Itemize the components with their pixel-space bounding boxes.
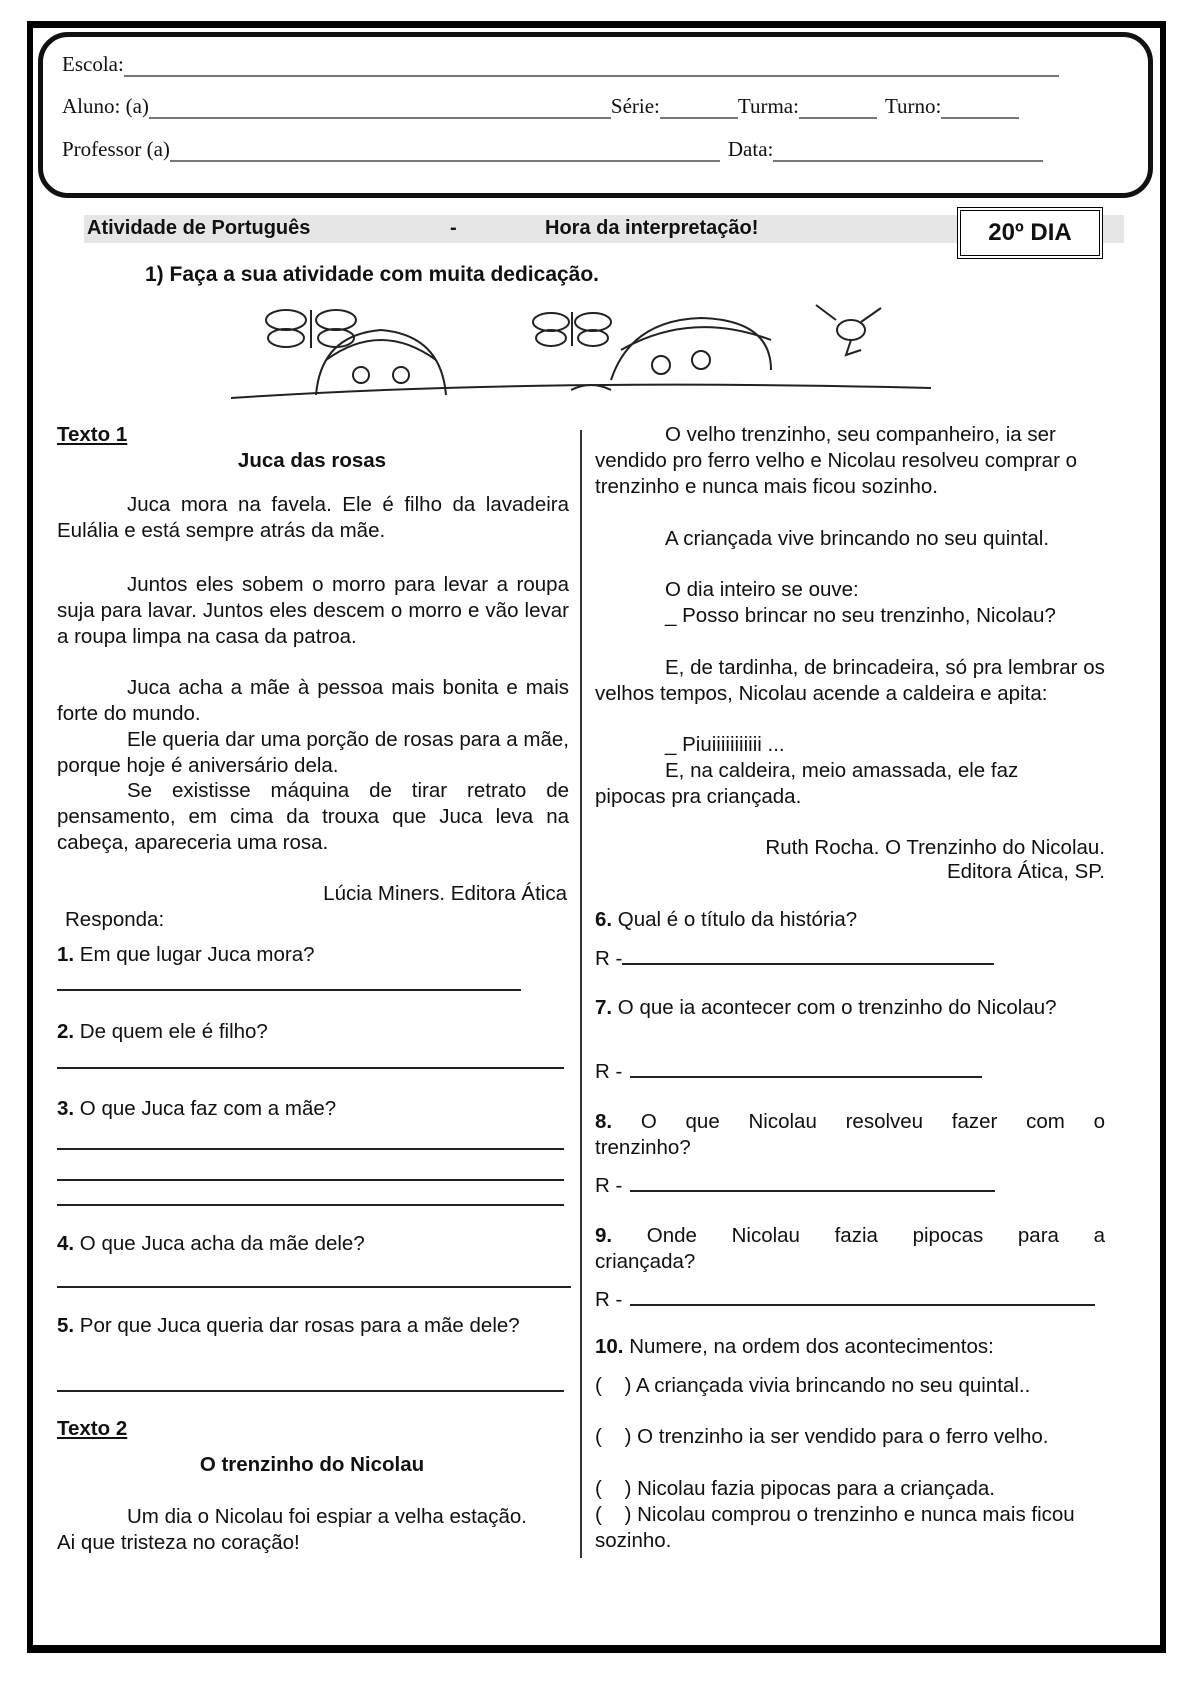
- answer-line[interactable]: [630, 1058, 982, 1078]
- question-3: [57, 1096, 336, 1122]
- answer-line[interactable]: [57, 1067, 564, 1069]
- question-text: Em que lugar Juca mora?: [74, 943, 315, 966]
- professor-label: Professor (a): [62, 137, 170, 161]
- question-number: 3.: [57, 1097, 75, 1120]
- texto2-citation: Ruth Rocha. O Trenzinho do Nicolau.: [765, 836, 1105, 859]
- texto2-paragraph: Um dia o Nicolau foi espiar a velha estação. Ai que tristeza no coração!: [57, 1505, 527, 1554]
- order-item[interactable]: ( ) A criançada vivia brincando no seu quintal..: [595, 1374, 1031, 1397]
- question-6: [595, 907, 857, 933]
- aluno-row: [62, 94, 1019, 119]
- question-text: De quem ele é filho?: [74, 1020, 268, 1043]
- answer-line[interactable]: [57, 989, 521, 991]
- question-2: [57, 1019, 268, 1045]
- answer-prefix: R -: [595, 947, 623, 970]
- responda-heading: Responda:: [65, 908, 165, 931]
- question-number: 2.: [57, 1020, 75, 1043]
- data-line[interactable]: [773, 144, 1043, 162]
- serie-label: Série:: [610, 94, 660, 118]
- answer-line[interactable]: [630, 1172, 995, 1192]
- question-9: [595, 1223, 1105, 1275]
- answer-line[interactable]: [57, 1204, 564, 1206]
- professor-line[interactable]: [170, 144, 720, 162]
- activity-title: Hora da interpretação!: [545, 217, 759, 239]
- question-number: 1.: [57, 943, 75, 966]
- column-divider: [580, 430, 582, 1558]
- answer-line[interactable]: [630, 1286, 1095, 1306]
- question-number: 7.: [595, 996, 613, 1019]
- answer-line[interactable]: [57, 1179, 564, 1181]
- day-badge: [957, 207, 1103, 259]
- order-item[interactable]: ( ) Nicolau fazia pipocas para a criançada.: [595, 1477, 995, 1500]
- texto1-paragraph: Juca mora na favela. Ele é filho da lavadeira Eulália e está sempre atrás da mãe.: [57, 493, 569, 542]
- order-item[interactable]: ( ) Nicolau comprou o trenzinho e nunca mais ficou sozinho.: [595, 1503, 1081, 1552]
- instruction: 1) Faça a sua atividade com muita dedicação.: [145, 263, 600, 286]
- answer-line[interactable]: [57, 1286, 571, 1288]
- texto2-title: O trenzinho do Nicolau: [199, 1453, 425, 1476]
- question-number: 10.: [595, 1335, 624, 1358]
- activity-subject: Atividade de Português: [87, 217, 311, 239]
- answer-prefix: R -: [595, 1060, 623, 1083]
- day-label: 20º DIA: [988, 219, 1072, 246]
- question-number: 5.: [57, 1314, 75, 1337]
- turma-line[interactable]: [799, 101, 877, 119]
- question-text: Numere, na ordem dos acontecimentos:: [623, 1335, 994, 1358]
- texto2-paragraph: O dia inteiro se ouve:: [665, 578, 859, 601]
- texto2-paragraph: _ Posso brincar no seu trenzinho, Nicolau?: [665, 604, 1056, 627]
- texto2-paragraph: O velho trenzinho, seu companheiro, ia ser vendido pro ferro velho e Nicolau resolveu comprar o trenzinho e nunca mais ficou sozinho.: [595, 423, 1078, 498]
- question-1: [57, 942, 315, 968]
- question-number: 8.: [595, 1110, 613, 1133]
- texto1-title: Juca das rosas: [237, 449, 387, 472]
- question-7: [595, 995, 1105, 1021]
- question-number: 4.: [57, 1232, 75, 1255]
- texto1-citation: Lúcia Miners. Editora Ática: [323, 882, 567, 905]
- question-5: [57, 1313, 527, 1339]
- turno-line[interactable]: [941, 101, 1019, 119]
- question-text: O que Juca faz com a mãe?: [74, 1097, 337, 1120]
- question-number: 9.: [595, 1224, 613, 1247]
- texto1-paragraph: Se existisse máquina de tirar retrato de pensamento, em cima da trouxa que Juca leva na cabeça, apareceria uma rosa.: [57, 779, 569, 854]
- question-text: O que ia acontecer com o trenzinho do Nicolau?: [612, 996, 1057, 1019]
- boy-face-icon: [571, 318, 771, 390]
- answer-8: [595, 1172, 995, 1199]
- data-label: Data:: [727, 137, 774, 161]
- texto1-label: Texto 1: [57, 423, 128, 446]
- answer-prefix: R -: [595, 1174, 623, 1197]
- turma-label: Turma:: [737, 94, 799, 118]
- professor-row: [62, 137, 1043, 162]
- girl-face-icon: [316, 330, 446, 395]
- question-8: [595, 1109, 1105, 1161]
- question-text: O que Nicolau resolveu fazer com o trenzinho?: [595, 1110, 1105, 1159]
- texto2-paragraph: _ Piuiiiiiiiiiii ...: [665, 733, 785, 756]
- question-4: [57, 1231, 365, 1257]
- texto2-label: Texto 2: [57, 1417, 128, 1440]
- question-text: Onde Nicolau fazia pipocas para a criançada?: [595, 1224, 1105, 1273]
- answer-7: [595, 1058, 982, 1085]
- texto1-paragraph: Ele queria dar uma porção de rosas para a mãe, porque hoje é aniversário dela.: [57, 728, 569, 777]
- question-number: 6.: [595, 908, 613, 931]
- texto2-paragraph: E, de tardinha, de brincadeira, só pra lembrar os velhos tempos, Nicolau acende a caldeira e apita:: [595, 656, 1105, 705]
- answer-line[interactable]: [57, 1390, 564, 1392]
- answer-line[interactable]: [622, 945, 994, 965]
- answer-6: [595, 945, 994, 972]
- texto1-paragraph: Juca acha a mãe à pessoa mais bonita e mais forte do mundo.: [57, 676, 569, 725]
- answer-line[interactable]: [57, 1148, 564, 1150]
- turno-label: Turno:: [884, 94, 942, 118]
- aluno-label: Aluno: (a): [62, 94, 149, 118]
- texto2-citation-publisher: Editora Ática, SP.: [946, 860, 1105, 883]
- texto2-paragraph: A criançada vive brincando no seu quintal.: [665, 527, 1050, 550]
- escola-label: Escola:: [62, 52, 124, 76]
- children-illustration: [231, 300, 961, 400]
- banner-separator: -: [450, 217, 457, 239]
- question-text: Qual é o título da história?: [612, 908, 858, 931]
- texto2-paragraph: E, na caldeira, meio amassada, ele faz pipocas pra criançada.: [595, 759, 1019, 808]
- bird-icon: [816, 305, 881, 355]
- answer-prefix: R -: [595, 1288, 623, 1311]
- texto1-paragraph: Juntos eles sobem o morro para levar a roupa suja para lavar. Juntos eles descem o morro e vão levar a roupa limpa na casa da patroa.: [57, 573, 569, 648]
- order-item[interactable]: ( ) O trenzinho ia ser vendido para o ferro velho.: [595, 1425, 1049, 1448]
- butterfly-icon: [533, 312, 611, 346]
- answer-9: [595, 1286, 1095, 1313]
- escola-field[interactable]: [62, 52, 1059, 77]
- aluno-line[interactable]: [149, 101, 611, 119]
- question-text: O que Juca acha da mãe dele?: [74, 1232, 365, 1255]
- question-10: [595, 1334, 994, 1360]
- question-text: Por que Juca queria dar rosas para a mãe dele?: [74, 1314, 520, 1337]
- escola-line[interactable]: [124, 59, 1059, 77]
- serie-line[interactable]: [660, 101, 738, 119]
